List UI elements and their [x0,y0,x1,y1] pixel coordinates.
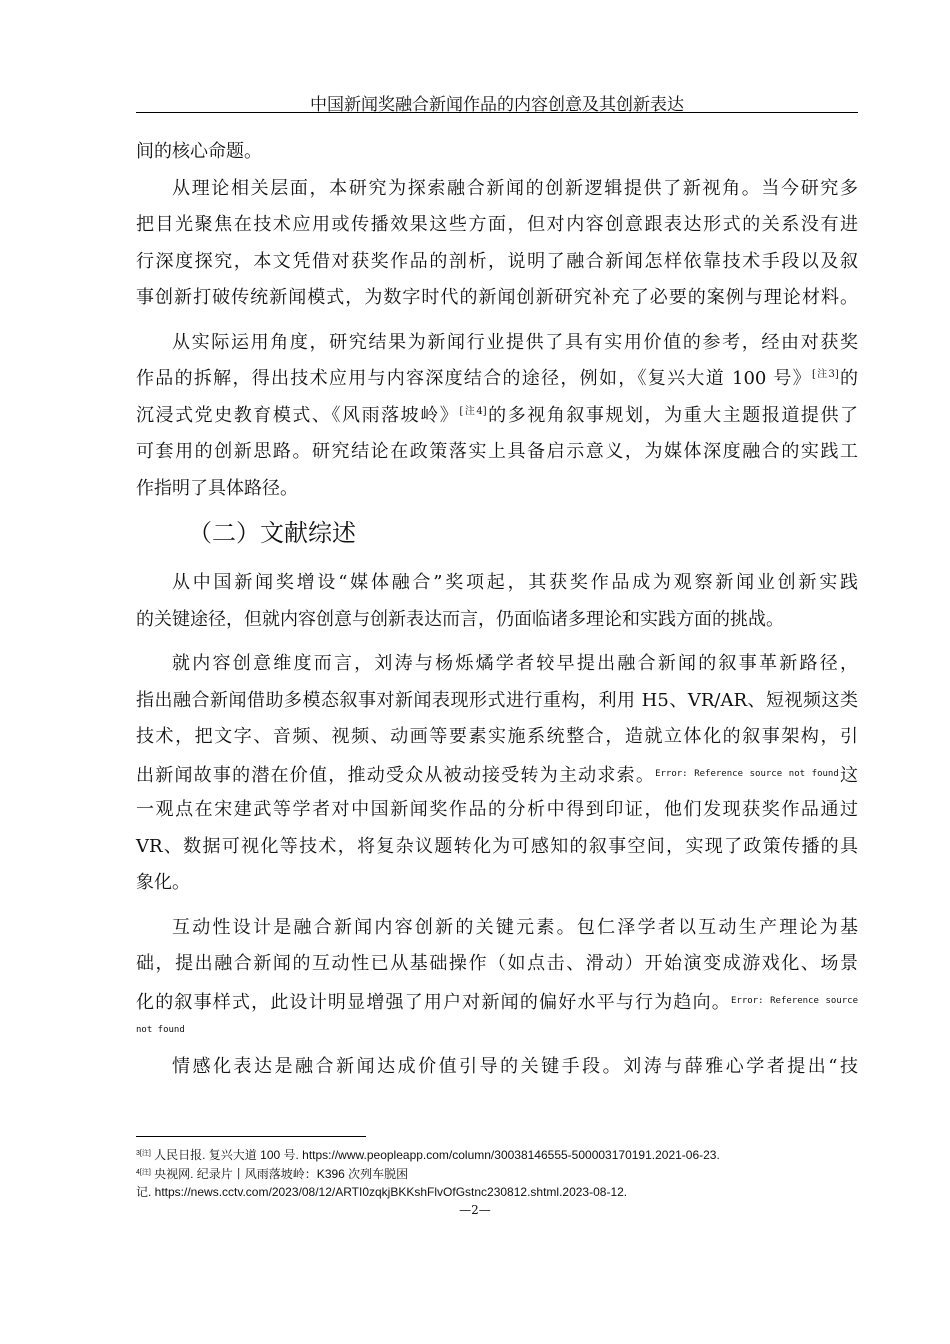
text-line: 行深度探究，本文凭借对获奖作品的剖析，说明了融合新闻怎样依靠技术手段以及叙 [136,250,858,272]
text-span: 作品的拆解，得出技术应用与内容深度结合的途径，例如，《复兴大道 100 号》 [136,368,812,389]
text-line: 指出融合新闻借助多模态叙事对新闻表现形式进行重构，利用 H5、VR/AR、短视频这类 [136,689,858,711]
paragraph-intro [136,565,858,638]
footnote-ref-4[interactable]: [注4] [459,405,487,417]
text-line: 作指明了具体路径。 [136,477,298,499]
text-line: 间的核心命题。 [136,141,262,162]
text-line [136,756,858,793]
body-text [136,134,858,1086]
text-span: 沉浸式党史教育模式、《风雨落坡岭》 [136,404,460,426]
text-line: 情感化表达是融合新闻达成价值引导的关键手段。刘涛与薛雅心学者提出“技 [172,1056,858,1077]
text-line: 从中国新闻奖增设“媒体融合”奖项起，其获奖作品成为观察新闻业创新实践 [172,572,858,593]
text-line: 象化。 [136,872,190,893]
footnote-3 [136,1146,858,1165]
reference-error: not found [136,1025,185,1035]
footnote-mark: 4[注] [136,1168,151,1176]
text-line: 互动性设计是融合新闻内容创新的关键元素。包仁泽学者以互动生产理论为基 [172,916,858,938]
text-line: 的关键途径，但就内容创意与创新表达而言，仍面临诸多理论和实践方面的挑战。 [136,608,784,630]
text-line: 一观点在宋建武等学者对中国新闻奖作品的分析中得到印证，他们发现获奖作品通过 [136,799,858,820]
text-line [136,361,858,398]
footnote-text: 人民日报. 复兴大道 100 号. https://www.peopleapp.com/column/30038146555-500003170191.2021-06-23. [154,1148,720,1162]
header-rule [136,112,858,113]
text-line: 从实际运用角度，研究结果为新闻行业提供了具有实用价值的参考，经由对获奖 [172,331,858,353]
text-line: 础，提出融合新闻的互动性已从基础操作（如点击、滑动）开始演变成游戏化、场景 [136,953,858,974]
footnote-mark: 3[注] [136,1150,151,1157]
footnote-text: 央视网. 纪录片丨风雨落坡岭：K396 次列车脱困 [154,1166,409,1181]
text-span: 出新闻故事的潜在价值，推动受众从被动接受转为主动求索。 [136,764,656,786]
paragraph-content-creativity [136,646,858,902]
footnote-4 [136,1165,858,1184]
text-line: 事创新打破传统新闻模式，为数字时代的新闻创新研究补充了必要的案例与理论材料。 [136,287,858,308]
text-line: VR、数据可视化等技术，将复杂议题转化为可感知的叙事空间，实现了政策传播的具 [136,835,858,857]
footnote-4-cont: 记. https://news.cctv.com/2023/08/12/ARTI0zqkjBKKshFlvOfGstnc230812.shtml.2023-08-12. [136,1185,628,1199]
footnotes [136,1146,858,1202]
footnote-rule [136,1136,366,1137]
running-header: 中国新闻奖融合新闻作品的内容创意及其创新表达 [310,95,684,115]
reference-error: Error: Reference source [731,995,859,1006]
text-line: 就内容创意维度而言，刘涛与杨烁燏学者较早提出融合新闻的叙事革新路径， [172,653,858,674]
text-span: 的 [838,368,859,389]
paragraph-theory [136,171,858,317]
text-line: 可套用的创新思路。研究结论在政策落实上具备启示意义，为媒体深度融合的实践工 [136,441,858,462]
text-span: 化的叙事样式，此设计明显增强了用户对新闻的偏好水平与行为趋向。 [136,991,731,1013]
reference-error: Error: Reference source not found [655,768,839,779]
paragraph-practice [136,325,858,508]
text-line: 技术，把文字、音频、视频、动画等要素实施系统整合，造就立体化的叙事架构，引 [136,726,858,747]
text-line: 把目光聚焦在技术应用或传播效果这些方面，但对内容创意跟表达形式的关系没有进 [136,214,858,235]
text-span: 这 [838,764,859,786]
text-line [136,983,858,1020]
paragraph-interactivity [136,910,858,1050]
text-line [136,398,858,435]
text-line: 从理论相关层面，本研究为探索融合新闻的创新逻辑提供了新视角。当今研究多 [172,177,858,199]
footnote-ref-3[interactable]: [注3] [811,369,839,380]
text-span: 的多视角叙事规划，为重大主题报道提供了 [486,404,859,426]
section-heading: （二）文献综述 [188,519,356,547]
page-number: —2— [459,1203,491,1217]
